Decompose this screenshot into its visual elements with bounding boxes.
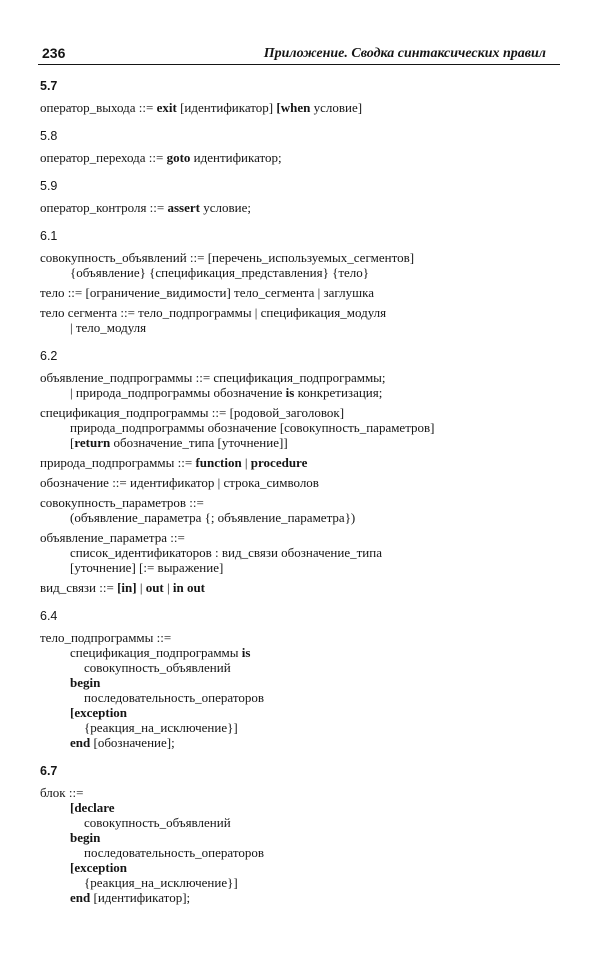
rule-subprogram-nature [40, 455, 560, 470]
keyword-end: end [70, 735, 91, 750]
rule-body [40, 285, 560, 300]
rule-line: совокупность_объявлений [84, 815, 231, 830]
rule-text: | [163, 580, 173, 595]
keyword-when: [when [276, 100, 311, 115]
header-title: Приложение. Сводка синтаксических правил [263, 46, 546, 61]
section-number: 5.8 [40, 129, 58, 143]
rule-line: тело ::= [ограничение_видимости] тело_сегмента | заглушка [40, 285, 374, 300]
rule-text: оператор_перехода ::= [40, 150, 167, 165]
section-6-2 [40, 348, 560, 595]
keyword-exception: [exception [70, 705, 128, 720]
section-number: 5.7 [40, 79, 58, 93]
keyword-begin: begin [70, 830, 101, 845]
rule-mode [40, 580, 560, 595]
rule-text: | [136, 580, 146, 595]
section-5-8 [40, 128, 560, 165]
rule-text: конкретизация; [294, 385, 383, 400]
rule-parameter-declaration [40, 530, 560, 575]
keyword-return: return [74, 435, 111, 450]
section-number: 6.2 [40, 349, 58, 363]
rule-text: [идентификатор]; [90, 890, 191, 905]
keyword-procedure: procedure [250, 455, 308, 470]
rule-line: {реакция_на_исключение}] [84, 875, 238, 890]
rule-text: оператор_контроля ::= [40, 200, 168, 215]
rule-text: оператор_выхода ::= [40, 100, 157, 115]
rule-text: спецификация_подпрограммы [70, 645, 242, 660]
section-6-4 [40, 608, 560, 750]
rule-subprogram-declaration [40, 370, 560, 400]
rule-text: обозначение_типа [уточнение]] [110, 435, 288, 450]
rule-line: последовательность_операторов [84, 845, 264, 860]
rule-designator [40, 475, 560, 490]
keyword-is: is [241, 645, 251, 660]
rule-text: условие; [199, 200, 251, 215]
rule-line: совокупность_параметров ::= [40, 495, 204, 510]
rule-exit-statement [40, 100, 560, 115]
section-number: 6.1 [40, 229, 58, 243]
rule-block [40, 785, 560, 905]
rule-text: природа_подпрограммы ::= [40, 455, 196, 470]
keyword-exception: [exception [70, 860, 128, 875]
rule-line: природа_подпрограммы обозначение [совокупность_параметров] [70, 420, 435, 435]
rule-line: список_идентификаторов : вид_связи обозначение_типа [70, 545, 382, 560]
rule-line: (объявление_параметра {; объявление_параметра}) [70, 510, 356, 525]
rule-line: совокупность_объявлений ::= [перечень_используемых_сегментов] [40, 250, 415, 265]
keyword-out: out [145, 580, 164, 595]
rule-line: {объявление} {спецификация_представления} {тело} [70, 265, 370, 280]
rule-assert-statement [40, 200, 560, 215]
rule-formal-part [40, 495, 560, 525]
rule-line: последовательность_операторов [84, 690, 264, 705]
rule-text: [идентификатор] [176, 100, 277, 115]
rule-line: {реакция_на_исключение}] [84, 720, 238, 735]
rule-text: | [241, 455, 251, 470]
keyword-exit: exit [156, 100, 177, 115]
keyword-declare: [declare [70, 800, 115, 815]
rule-line: обозначение ::= идентификатор | строка_символов [40, 475, 319, 490]
rule-line: тело_подпрограммы ::= [40, 630, 172, 645]
rule-subprogram-body [40, 630, 560, 750]
section-number: 6.7 [40, 764, 58, 778]
rule-line: объявление_параметра ::= [40, 530, 185, 545]
page-body [40, 78, 560, 918]
rule-line: спецификация_подпрограммы ::= [родовой_заголовок] [40, 405, 345, 420]
section-number: 5.9 [40, 179, 58, 193]
section-5-7 [40, 78, 560, 115]
rule-text: [обозначение]; [90, 735, 175, 750]
rule-text: [ [70, 435, 75, 450]
rule-line: [уточнение] [:= выражение] [70, 560, 224, 575]
rule-text: идентификатор; [190, 150, 282, 165]
rule-text: условие] [310, 100, 363, 115]
keyword-in: [in] [117, 580, 137, 595]
rule-goto-statement [40, 150, 560, 165]
rule-text: | природа_подпрограммы обозначение [70, 385, 286, 400]
rule-unit-body [40, 305, 560, 335]
rule-text: вид_связи ::= [40, 580, 118, 595]
running-head [38, 46, 560, 65]
keyword-in-out: in out [172, 580, 206, 595]
keyword-goto: goto [166, 150, 191, 165]
section-6-1 [40, 228, 560, 335]
page-number: 236 [42, 45, 66, 61]
rule-line: блок ::= [40, 785, 84, 800]
rule-declarative-part [40, 250, 560, 280]
rule-line: совокупность_объявлений [84, 660, 231, 675]
rule-line: | тело_модуля [70, 320, 147, 335]
section-number: 6.4 [40, 609, 58, 623]
rule-line: объявление_подпрограммы ::= спецификация_подпрограммы; [40, 370, 386, 385]
keyword-end: end [70, 890, 91, 905]
rule-line: тело сегмента ::= тело_подпрограммы | спецификация_модуля [40, 305, 387, 320]
keyword-assert: assert [167, 200, 200, 215]
keyword-function: function [195, 455, 242, 470]
section-6-7 [40, 763, 560, 905]
keyword-is: is [285, 385, 295, 400]
rule-subprogram-specification [40, 405, 560, 450]
keyword-begin: begin [70, 675, 101, 690]
section-5-9 [40, 178, 560, 215]
